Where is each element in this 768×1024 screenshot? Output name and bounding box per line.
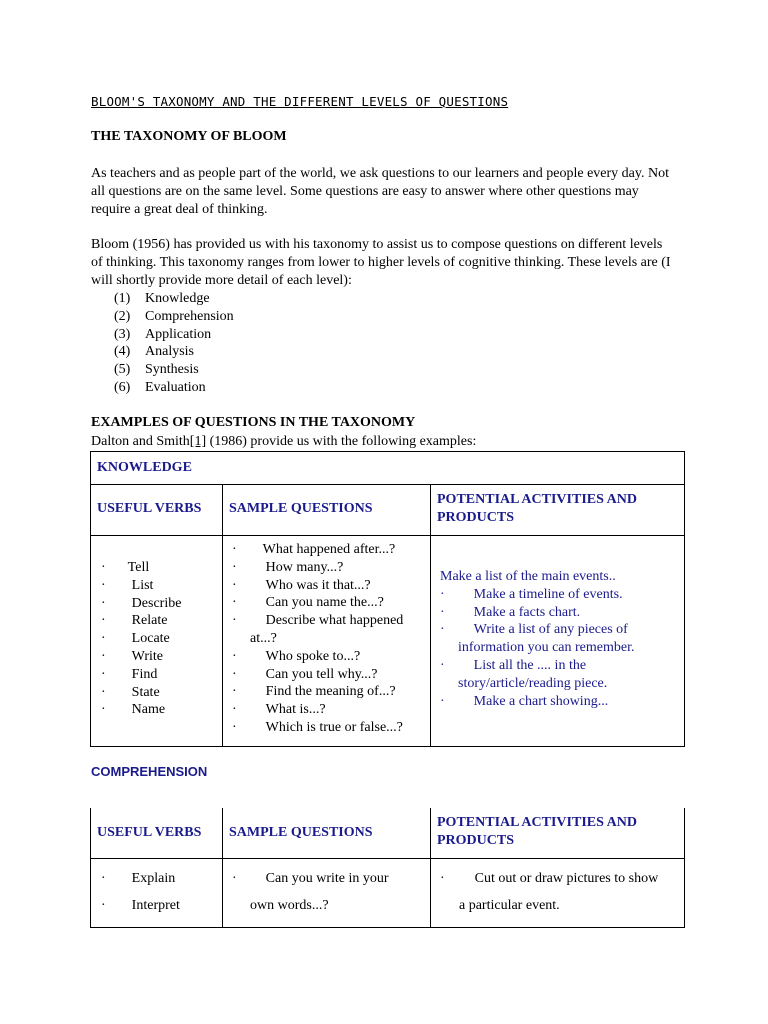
column-header-questions: SAMPLE QUESTIONS [229, 825, 373, 840]
column-header-verbs: USEFUL VERBS [97, 501, 202, 516]
intro-paragraph: As teachers and as people part of the world, we ask questions to our learners and people every day. Not all questions are on the same level. Some questions are easy to answer where other questions may require a great deal of thinking. [91, 166, 669, 217]
list-item: (5) Synthesis [114, 362, 199, 378]
list-item: · Relate [101, 613, 168, 629]
list-item: · How many...? [232, 559, 344, 575]
questions-list [232, 865, 389, 919]
activities-list [440, 568, 635, 710]
list-item: · Explain [101, 871, 176, 886]
list-item: · Locate [101, 631, 170, 647]
list-item: · Interpret [101, 898, 180, 913]
list-item: · Write [101, 648, 163, 664]
list-item: · Write a list of any pieces of [440, 622, 628, 638]
list-item: · Can you tell why...? [232, 666, 378, 682]
list-item: a particular event. [459, 898, 560, 913]
list-item: · Find the meaning of...? [232, 684, 396, 700]
list-item: · What happened after...? [232, 542, 396, 557]
list-item: · Describe [101, 595, 182, 611]
questions-list [232, 541, 403, 737]
section-heading-taxonomy: THE TAXONOMY OF BLOOM [91, 129, 287, 144]
list-item: · Tell [101, 560, 150, 575]
list-item: story/article/reading piece. [458, 675, 608, 691]
list-item: · Make a chart showing... [440, 693, 609, 709]
section-heading-examples: EXAMPLES OF QUESTIONS IN THE TAXONOMY [91, 415, 416, 430]
list-item: (4) Analysis [114, 344, 194, 360]
list-item: · Who was it that...? [232, 577, 371, 593]
list-item: (3) Application [114, 326, 212, 342]
list-item: (2) Comprehension [114, 308, 234, 324]
column-header-questions: SAMPLE QUESTIONS [229, 501, 373, 516]
list-item: · Which is true or false...? [232, 719, 403, 735]
section-heading-comprehension: COMPREHENSION [91, 764, 208, 779]
list-item: · Describe what happened [232, 613, 404, 629]
list-item: · Make a facts chart. [440, 604, 581, 620]
list-item: · Find [101, 666, 158, 682]
list-item: (6) Evaluation [114, 379, 206, 395]
bloom-paragraph: Bloom (1956) has provided us with his taxonomy to assist us to compose questions on different levels of thinking. This taxonomy ranges from lower to higher levels of cognitive thinking. These levels are (I will shortly provide more detail of each level): [91, 237, 671, 288]
list-item: · What is...? [232, 702, 326, 718]
list-item: · Name [101, 702, 166, 718]
verbs-list [101, 559, 181, 719]
table-title-knowledge: KNOWLEDGE [97, 460, 192, 475]
list-item: at...? [250, 630, 277, 646]
list-item: · Can you name the...? [232, 595, 384, 611]
footnote-link[interactable]: [1] [189, 434, 207, 449]
list-item: Make a list of the main events.. [440, 569, 616, 584]
list-item: own words...? [250, 898, 329, 913]
list-item: · Who spoke to...? [232, 648, 361, 664]
activities-list [440, 865, 658, 919]
document-title: BLOOM'S TAXONOMY AND THE DIFFERENT LEVELS OF QUESTIONS [91, 94, 509, 109]
levels-list [114, 290, 234, 397]
list-item: information you can remember. [458, 640, 635, 656]
verbs-list [101, 865, 180, 919]
list-item: · Cut out or draw pictures to show [440, 871, 659, 886]
list-item: · List all the .... in the [440, 657, 587, 673]
list-item: · Can you write in your [232, 871, 389, 886]
column-header-verbs: USEFUL VERBS [97, 825, 202, 840]
list-item: (1) Knowledge [114, 291, 210, 306]
column-header-activities: POTENTIAL ACTIVITIES AND PRODUCTS [437, 492, 637, 525]
list-item: · Make a timeline of events. [440, 586, 623, 602]
examples-intro: Dalton and Smith[1] (1986) provide us with the following examples: [91, 434, 477, 449]
list-item: · List [101, 577, 154, 593]
list-item: · State [101, 684, 160, 700]
column-header-activities: POTENTIAL ACTIVITIES AND PRODUCTS [437, 815, 637, 848]
